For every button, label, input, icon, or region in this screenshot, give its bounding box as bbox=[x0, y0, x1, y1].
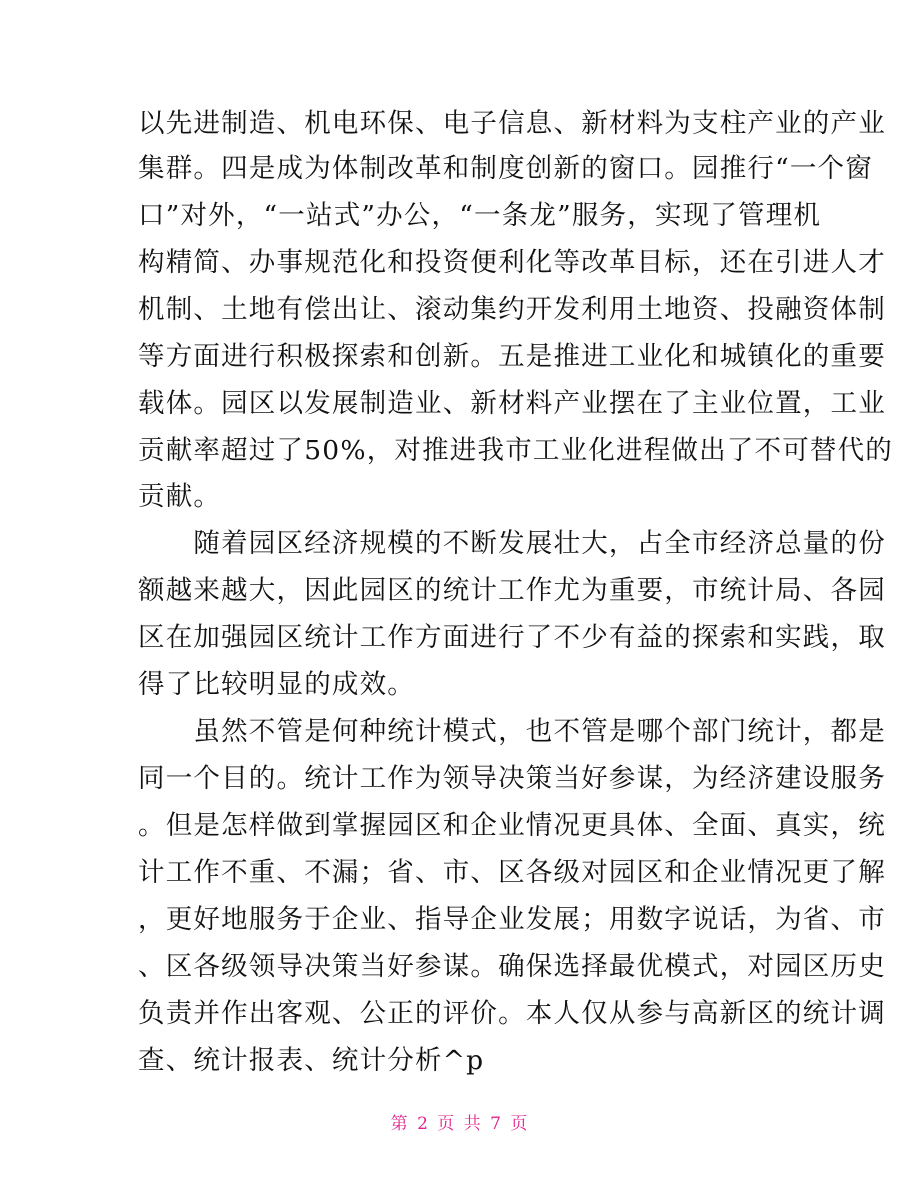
text-line: 贡献。 bbox=[138, 481, 222, 512]
page-number-footer: 第 2 页 共 7 页 bbox=[390, 1114, 530, 1134]
text-line: 虽然不管是何种统计模式，也不管是哪个部门统计，都是 bbox=[138, 716, 886, 747]
text-line: 以先进制造、机电环保、电子信息、新材料为支柱产业的产业 bbox=[138, 108, 886, 139]
text-line: 随着园区经济规模的不断发展壮大，占全市经济总量的份 bbox=[138, 528, 886, 559]
text-line: 额越来越大，因此园区的统计工作尤为重要，市统计局、各园 bbox=[138, 575, 886, 606]
text-line: 得了比较明显的成效。 bbox=[138, 669, 415, 700]
text-line: 区在加强园区统计工作方面进行了不少有益的探索和实践，取 bbox=[138, 622, 886, 653]
text-line: 载体。园区以发展制造业、新材料产业摆在了主业位置，工业 bbox=[138, 388, 886, 419]
text-line: 集群。四是成为体制改革和制度创新的窗口。园推行“一个窗 bbox=[138, 153, 873, 184]
text-line: 贡献率超过了50%，对推进我市工业化进程做出了不可替代的 bbox=[138, 435, 893, 466]
text-line: 构精简、办事规范化和投资便利化等改革目标，还在引进人才 bbox=[138, 247, 886, 278]
text-line: 口”对外，“一站式”办公，“一条龙”服务，实现了管理机 bbox=[138, 200, 822, 231]
text-line: 机制、土地有偿出让、滚动集约开发利用土地资、投融资体制 bbox=[138, 294, 886, 325]
text-line: 、区各级领导决策当好参谋。确保选择最优模式，对园区历史 bbox=[138, 951, 886, 982]
text-line: 查、统计报表、统计分析^p bbox=[138, 1045, 485, 1076]
text-line: 。但是怎样做到掌握园区和企业情况更具体、全面、真实，统 bbox=[138, 810, 886, 841]
text-line: ，更好地服务于企业、指导企业发展；用数字说话，为省、市 bbox=[138, 904, 886, 935]
text-line: 等方面进行积极探索和创新。五是推进工业化和城镇化的重要 bbox=[138, 341, 886, 372]
text-line: 计工作不重、不漏；省、市、区各级对园区和企业情况更了解 bbox=[138, 857, 886, 888]
text-line: 同一个目的。统计工作为领导决策当好参谋，为经济建设服务 bbox=[138, 763, 886, 794]
text-line: 负责并作出客观、公正的评价。本人仅从参与高新区的统计调 bbox=[138, 998, 886, 1029]
